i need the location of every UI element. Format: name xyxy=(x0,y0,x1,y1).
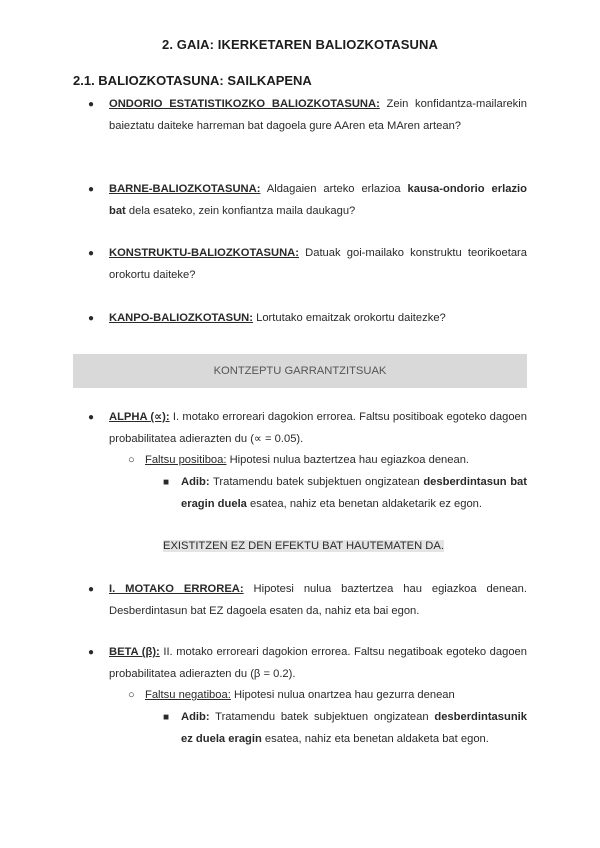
alpha-item xyxy=(109,407,527,450)
example-bold: desberdintasunik ez duela eragin xyxy=(181,711,527,745)
term: BETA (β): xyxy=(109,646,160,658)
definition: I. motako erroreari dagokion errorea. Faltsu positiboak egoteko dagoen probabilitatea adierazten du (∝ = 0.05). xyxy=(109,411,527,445)
term: I. MOTAKO ERROREA: xyxy=(109,583,244,595)
example-label: Adib: xyxy=(181,711,210,723)
section-heading: 2.1. BALIOZKOTASUNA: SAILKAPENA xyxy=(73,73,312,88)
term: ALPHA (∝): xyxy=(109,411,170,423)
definition: Aldagaien arteko erlazioa xyxy=(260,183,408,195)
alpha-subitem xyxy=(145,450,527,472)
type1-error-item xyxy=(109,579,527,622)
term: KONSTRUKTU-BALIOZKOTASUNA: xyxy=(109,247,299,259)
highlight-text: EXISTITZEN EZ DEN EFEKTU BAT HAUTEMATEN DA. xyxy=(163,540,444,552)
validity-item-statistical xyxy=(109,94,527,137)
example-bold: desberdintasun bat eragin duela xyxy=(181,476,527,510)
example-text: Tratamendu batek subjektuen ongizatean xyxy=(209,476,424,488)
sub-term: Faltsu positiboa: xyxy=(145,454,227,466)
definition: Hipotesi nulua baztertzea hau egiazkoa denean. Desberdintasun bat EZ dagoela esaten da, nahiz eta bai egon. xyxy=(109,583,527,617)
term: KANPO-BALIOZKOTASUN: xyxy=(109,312,253,324)
definition: Datuak goi-mailako konstruktu teorikoetara orokortu daiteke? xyxy=(109,247,527,281)
validity-item-internal xyxy=(109,179,527,222)
term: BARNE-BALIOZKOTASUNA: xyxy=(109,183,261,195)
bullet-icon: ● xyxy=(88,184,95,195)
example-label: Adib: xyxy=(181,476,210,488)
bullet-icon: ● xyxy=(88,584,95,595)
definition: Zein konfidantza-mailarekin baieztatu daiteke harreman bat dagoela gure AAren eta MAren artean? xyxy=(109,98,527,132)
alpha-highlight xyxy=(163,536,444,558)
circle-bullet-icon: ○ xyxy=(128,689,135,701)
bullet-icon: ● xyxy=(88,99,95,110)
validity-item-construct xyxy=(109,243,527,286)
sub-term: Faltsu negatiboa: xyxy=(145,689,231,701)
square-bullet-icon: ■ xyxy=(163,477,170,488)
bullet-icon: ● xyxy=(88,248,95,259)
sub-definition: Hipotesi nulua onartzea hau gezurra denean xyxy=(230,689,455,701)
sub-definition: Hipotesi nulua baztertzea hau egiazkoa denean. xyxy=(226,454,470,466)
beta-subitem xyxy=(145,685,527,707)
bullet-icon: ● xyxy=(88,412,95,423)
bullet-icon: ● xyxy=(88,313,95,324)
definition: II. motako erroreari dagokion errorea. Faltsu negatiboak egoteko dagoen probabilitatea adierazten du (β = 0.2). xyxy=(109,646,527,680)
validity-item-external xyxy=(109,308,527,330)
definition: Lortutako emaitzak orokortu daitezke? xyxy=(252,312,446,324)
square-bullet-icon: ■ xyxy=(163,712,170,723)
example-text: Tratamendu batek subjektuen ongizatean xyxy=(209,711,435,723)
beta-example xyxy=(181,707,527,750)
bullet-icon: ● xyxy=(88,647,95,658)
term: ONDORIO ESTATISTIKOZKO BALIOZKOTASUNA: xyxy=(109,98,380,110)
circle-bullet-icon: ○ xyxy=(128,454,135,466)
alpha-example xyxy=(181,472,527,515)
beta-item xyxy=(109,642,527,685)
section-banner: KONTZEPTU GARRANTZITSUAK xyxy=(73,354,527,388)
document-title: 2. GAIA: IKERKETAREN BALIOZKOTASUNA xyxy=(161,37,439,52)
definition: dela esateko, zein konfiantza maila daukagu? xyxy=(125,204,356,217)
example-text: esatea, nahiz eta benetan aldaketarik ez egon. xyxy=(246,497,483,510)
example-text: esatea, nahiz eta benetan aldaketa bat egon. xyxy=(261,732,489,745)
definition-bold: kausa-ondorio erlazio bat xyxy=(109,183,527,217)
